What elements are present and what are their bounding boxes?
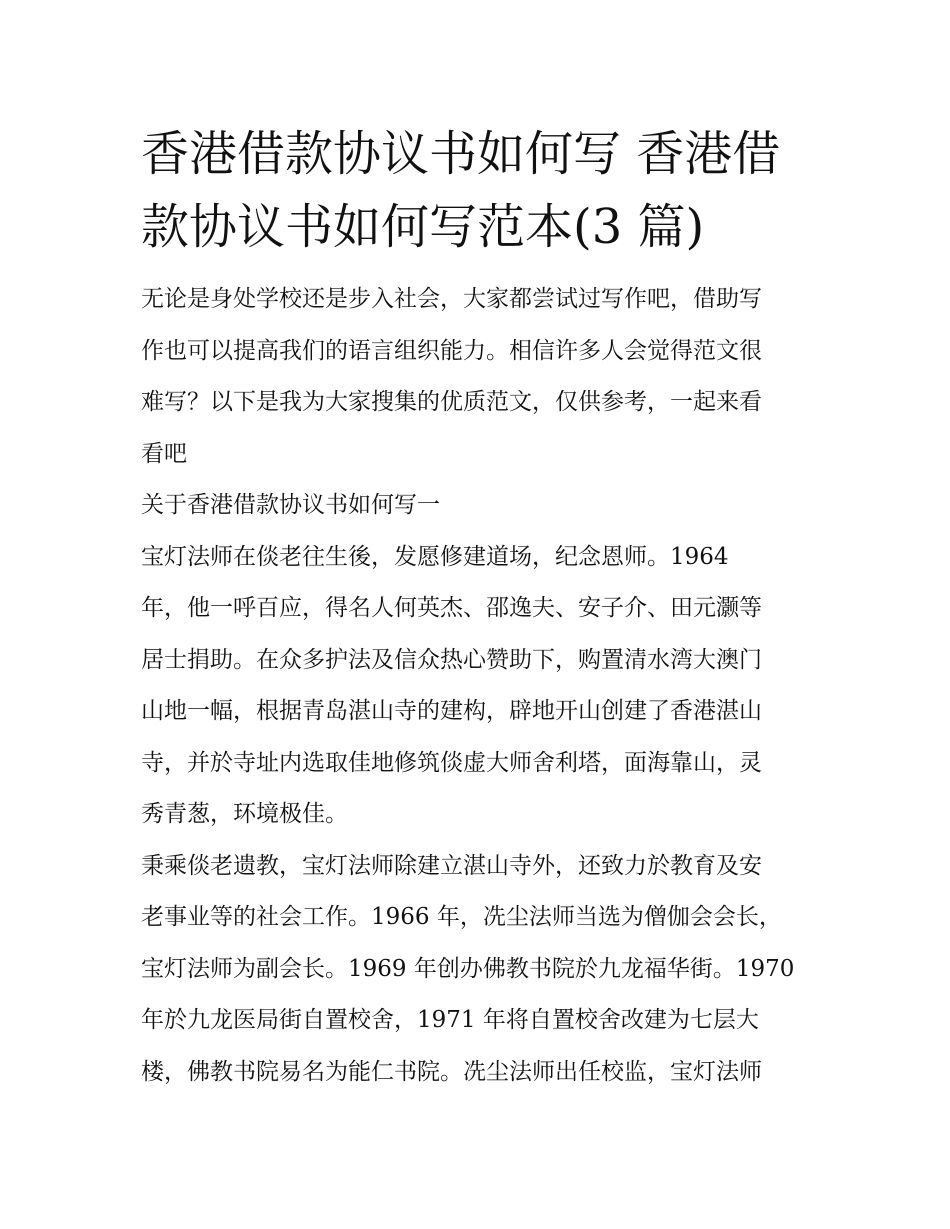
paragraph-2-line-3: 宝灯法师为副会长。1969 年创办佛教书院於九龙福华街。1970 bbox=[141, 955, 795, 982]
intro-line-3: 难写？以下是我为大家搜集的优质范文，仅供参考，一起来看 bbox=[141, 389, 762, 415]
document-title bbox=[141, 118, 813, 264]
paragraph-1-line-2: 年，他一呼百应，得名人何英杰、邵逸夫、安子介、田元灏等 bbox=[141, 595, 762, 621]
intro-line-2: 作也可以提高我们的语言组织能力。相信许多人会觉得范文很 bbox=[141, 337, 762, 364]
document-body bbox=[141, 274, 813, 1098]
section-heading: 关于香港借款协议书如何写一 bbox=[141, 492, 440, 518]
paragraph-2-line-2: 老事业等的社会工作。1966 年，冼尘法师当选为僧伽会会长， bbox=[141, 904, 782, 930]
paragraph-2-line-5: 楼，佛教书院易名为能仁书院。冼尘法师出任校监，宝灯法师 bbox=[141, 1058, 762, 1085]
title-line-1: 香港借款协议书如何写 香港借 bbox=[141, 126, 781, 182]
paragraph-1-line-4: 山地一幅，根据青岛湛山寺的建构，辟地开山创建了香港湛山 bbox=[141, 698, 762, 724]
paragraph-1-line-6: 秀青葱，环境极佳。 bbox=[141, 801, 348, 827]
intro-line-1: 无论是身处学校还是步入社会，大家都尝试过写作吧，借助写 bbox=[141, 286, 762, 312]
title-line-2: 款协议书如何写范本(3 篇) bbox=[141, 199, 705, 255]
paragraph-2-line-1: 秉乘倓老遗教，宝灯法师除建立湛山寺外，还致力於教育及安 bbox=[141, 852, 762, 879]
intro-line-4: 看吧 bbox=[141, 440, 187, 467]
paragraph-1-line-5: 寺，并於寺址内选取佳地修筑倓虚大师舍利塔，面海靠山，灵 bbox=[141, 749, 762, 776]
paragraph-1-line-3: 居士捐助。在众多护法及信众热心赞助下，购置清水湾大澳门 bbox=[141, 646, 762, 673]
paragraph-2-line-4: 年於九龙医局街自置校舍，1971 年将自置校舍改建为七层大 bbox=[141, 1007, 759, 1033]
document-page bbox=[141, 118, 813, 1098]
paragraph-1-line-1: 宝灯法师在倓老往生後，发愿修建道场，纪念恩师。1964 bbox=[141, 543, 729, 570]
